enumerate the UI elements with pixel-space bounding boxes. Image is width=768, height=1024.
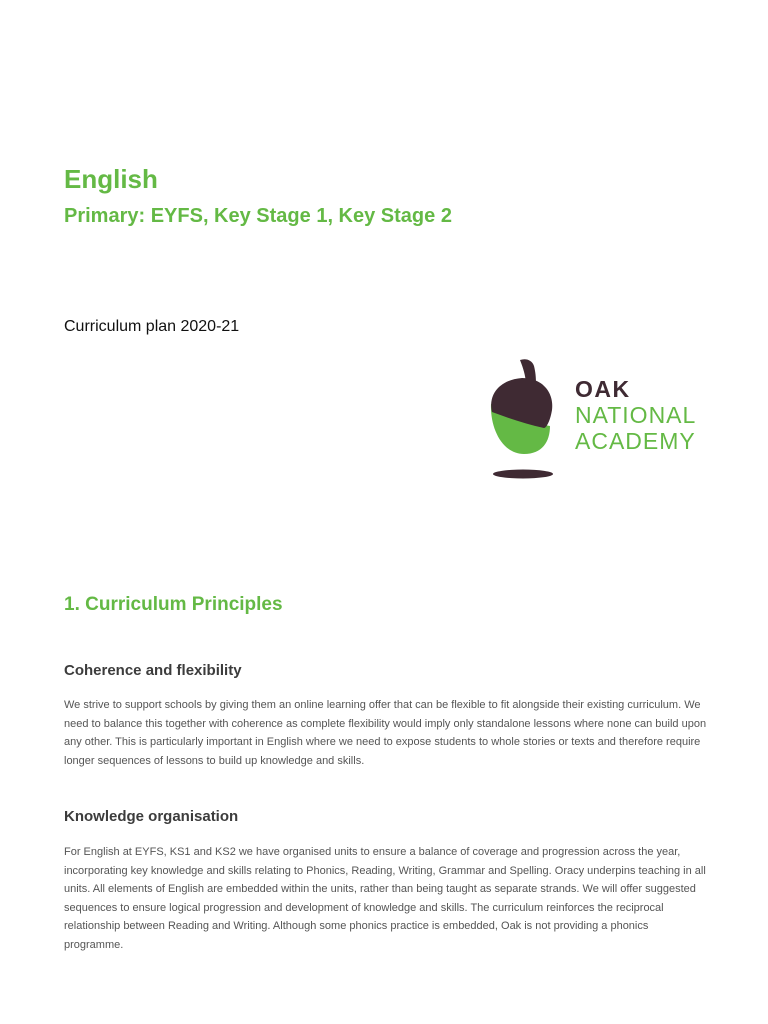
page-title: English <box>64 164 158 194</box>
paragraph-knowledge-organisation: For English at EYFS, KS1 and KS2 we have organised units to ensure a balance of coverage and progression across the year, incorporating key knowledge and skills relating to Phonics, Reading, Writing, Grammar and Spelling. Oracy underpins teaching in all units. All elements of English are embedded within the units, rather than being taught as separate strands. We will offer suggested sequences to ensure logical progression and development of knowledge and skills. The curriculum reinforces the reciprocal relationship between Reading and Writing. Although some phonics practice is embedded, Oak is not providing a phonics programme. <box>64 846 706 951</box>
logo-line-oak: OAK <box>575 376 631 402</box>
curriculum-plan-label: Curriculum plan 2020-21 <box>64 318 240 335</box>
page-subtitle: Primary: EYFS, Key Stage 1, Key Stage 2 <box>64 205 452 227</box>
section-heading-curriculum-principles: 1. Curriculum Principles <box>64 594 283 615</box>
paragraph-coherence-flexibility: We strive to support schools by giving them an online learning offer that can be flexible to fit alongside their existing curriculum. We need to balance this together with coherence as complete flexibility would imply only standalone lessons where none can build upon any other. This is particularly important in English where we need to expose students to whole stories or texts and therefore require longer sequences of lessons to build up knowledge and skills. <box>64 699 707 767</box>
subheading-coherence-flexibility: Coherence and flexibility <box>64 662 242 679</box>
logo-line-national: NATIONAL <box>575 402 697 428</box>
logo-line-academy: ACADEMY <box>575 428 696 454</box>
subheading-knowledge-organisation: Knowledge organisation <box>64 808 239 825</box>
logo-wordmark <box>575 376 696 454</box>
oak-national-academy-logo <box>486 356 726 484</box>
acorn-icon <box>486 356 566 484</box>
